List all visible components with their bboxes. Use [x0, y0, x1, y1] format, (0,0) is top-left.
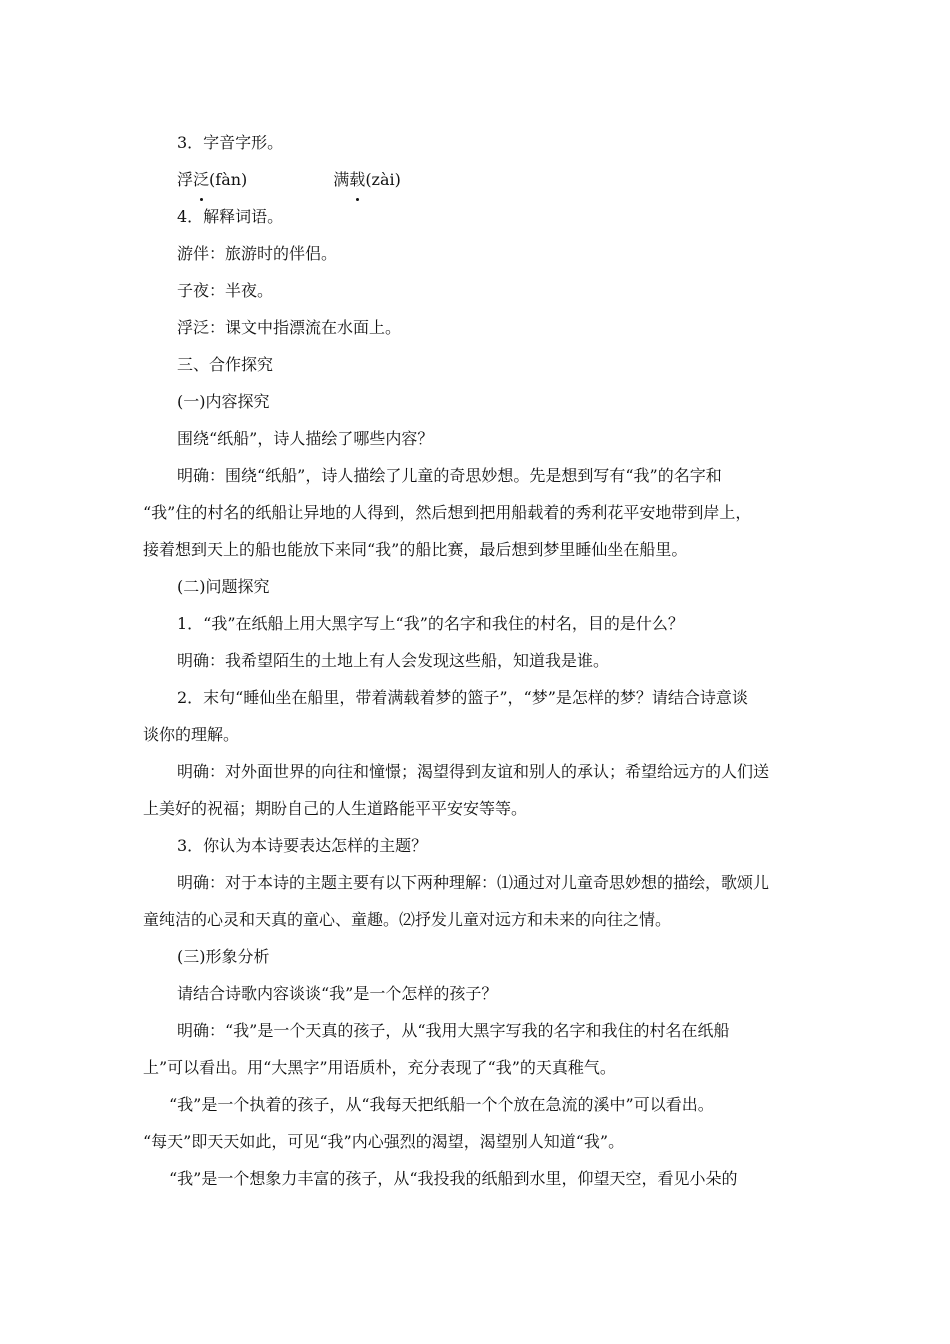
answer-text: 童纯洁的心灵和天真的童心、童趣。⑵抒发儿童对远方和未来的向往之情。	[143, 910, 672, 929]
pinyin-word-1: 浮泛(fàn)	[177, 161, 247, 198]
answer-text: 明确：“我”是一个天真的孩子，从“我用大黑字写我的名字和我住的村名在纸船	[177, 1021, 730, 1040]
definition: 子夜：半夜。	[177, 281, 274, 300]
answer-text: “我”住的村名的纸船让异地的人得到，然后想到把用船载着的秀利花平安地带到岸上，	[143, 503, 752, 522]
answer-text: 上”可以看出。用“大黑字”用语质朴，充分表现了“我”的天真稚气。	[143, 1058, 616, 1077]
answer-text: 上美好的祝福；期盼自己的人生道路能平平安安等等。	[143, 799, 528, 818]
emphasis-dot-char: 泛	[193, 161, 209, 198]
answer-text: 明确：我希望陌生的土地上有人会发现这些船，知道我是谁。	[177, 651, 610, 670]
answer-text: 明确：围绕“纸船”，诗人描绘了儿童的奇思妙想。先是想到写有“我”的名字和	[177, 466, 722, 485]
answer-text: 明确：对于本诗的主题主要有以下两种理解：⑴通过对儿童奇思妙想的描绘，歌颂儿	[177, 873, 770, 892]
question: 3．你认为本诗要表达怎样的主题？	[177, 836, 428, 855]
item-heading: 4．解释词语。	[177, 207, 284, 226]
question: 请结合诗歌内容谈谈“我”是一个怎样的孩子？	[177, 984, 498, 1003]
question: 2．末句“睡仙坐在船里，带着满载着梦的篮子”，“梦”是怎样的梦？请结合诗意谈	[177, 688, 748, 707]
section-heading: 三、合作探究	[177, 355, 274, 374]
emphasis-dot-char: 载	[349, 161, 365, 198]
analysis-text: “我”是一个想象力丰富的孩子，从“我投我的纸船到水里，仰望天空，看见小朵的	[169, 1169, 738, 1188]
question: 谈你的理解。	[143, 725, 240, 744]
subsection-heading: (一)内容探究	[177, 392, 270, 411]
definition: 游伴：旅游时的伴侣。	[177, 244, 338, 263]
analysis-text: “我”是一个执着的孩子，从“我每天把纸船一个个放在急流的溪中”可以看出。	[169, 1095, 714, 1114]
subsection-heading: (三)形象分析	[177, 947, 270, 966]
definition: 浮泛：课文中指漂流在水面上。	[177, 318, 402, 337]
question: 1．“我”在纸船上用大黑字写上“我”的名字和我住的村名，目的是什么？	[177, 614, 684, 633]
pinyin-word-2: 满载(zài)	[333, 161, 401, 198]
question: 围绕“纸船”，诗人描绘了哪些内容？	[177, 429, 434, 448]
analysis-text: “每天”即天天如此，可见“我”内心强烈的渴望，渴望别人知道“我”。	[143, 1132, 625, 1151]
subsection-heading: (二)问题探究	[177, 577, 270, 596]
answer-text: 明确：对外面世界的向往和憧憬；渴望得到友谊和别人的承认；希望给远方的人们送	[177, 762, 770, 781]
item-heading: 3．字音字形。	[177, 133, 284, 152]
pinyin-line	[143, 161, 808, 198]
document-body	[143, 124, 808, 1197]
answer-text: 接着想到天上的船也能放下来同“我”的船比赛，最后想到梦里睡仙坐在船里。	[143, 540, 688, 559]
